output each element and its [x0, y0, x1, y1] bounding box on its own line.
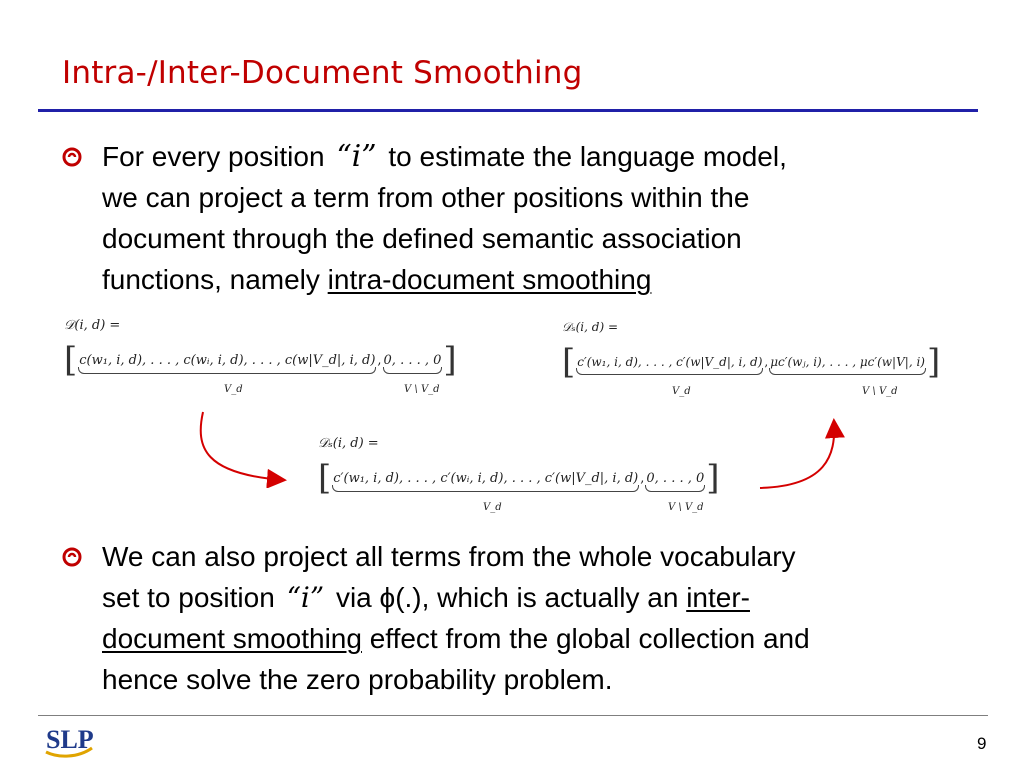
curved-arrow-icon: [195, 408, 295, 488]
slide: Intra-/Inter-Document Smoothing For every position “i” to estimate the language model, we can project a term from other positions within the document through the defined semantic association functions, namely intra-document smoothing 𝒟(i, d) = [ c(w₁, i, d), . . . , c(wᵢ, i, d), . . . , c(w|V_d|, i, d) , 0, . . . , 0 ] V_d V \ V_d 𝒟ₛ(i, d) = [ c′(w₁, i, d), . . . , c′(w|V_d|, i, d) , μc′(wⱼ, i), . . . , μc′(w|V|, i) ] V_d V \ V_d 𝒟ₛ(i, d) = [ c′(w₁, i, d), . . . , c′(wᵢ, i, d), . . . , c′(w|V_d|, i, d) , 0, . . . , 0 ] V_d V \ V_d We can also project all terms from the whole vocabulary set to position “i” via ϕ(.), which is actually an inter- document smoothing effect from the global collection and hence solve the zero probability problem. SLP 9: [0, 0, 1024, 768]
bullet-2-line-3b: effect from the global collection and: [369, 623, 810, 654]
position-symbol: “i”: [336, 139, 377, 174]
bullet-1-line-4a: functions, namely: [102, 264, 320, 295]
inter-document-smoothing-term-part-1: inter-: [686, 582, 750, 613]
bullet-1-line-1b: to estimate the language model,: [388, 141, 787, 172]
bullet-2-line-2a: set to position: [102, 582, 275, 613]
bullet-1-line-2: we can project a term from other positions within the: [102, 182, 750, 213]
curved-arrow-icon: [756, 416, 846, 496]
footer-rule: [38, 715, 988, 716]
title-rule: [38, 109, 978, 112]
formula-1-sub-2: V \ V_d: [404, 384, 440, 395]
formula-1-label: 𝒟(i, d) =: [64, 318, 121, 333]
bullet-1-line-3: document through the defined semantic association: [102, 223, 742, 254]
intra-document-smoothing-term: intra-document smoothing: [327, 264, 652, 295]
formula-1-seg-1: c(w₁, i, d), . . . , c(wᵢ, i, d), . . . , c(w|V_d|, i, d): [79, 352, 376, 368]
formula-3-seg-1: c′(w₁, i, d), . . . , c′(wᵢ, i, d), . . . , c′(w|V_d|, i, d): [333, 470, 639, 486]
bullet-2-line-1: We can also project all terms from the whole vocabulary: [102, 541, 796, 572]
slp-logo-icon: [42, 722, 94, 762]
swirl-bullet-icon: [62, 147, 82, 167]
formula-3-label: 𝒟ₛ(i, d) =: [318, 436, 379, 451]
bullet-2-line-4: hence solve the zero probability problem.: [102, 664, 613, 695]
formula-2-label: 𝒟ₛ(i, d) =: [562, 320, 618, 334]
swirl-bullet-icon: [62, 547, 82, 567]
bullet-2-text: [102, 536, 982, 700]
inter-document-smoothing-term-part-2: document smoothing: [102, 623, 362, 654]
formula-2-seg-2: μc′(wⱼ, i), . . . , μc′(w|V|, i): [770, 355, 925, 369]
bullet-1-text: [102, 136, 982, 300]
formula-3-seg-2: 0, . . . , 0: [646, 470, 705, 486]
page-number: 9: [977, 734, 987, 753]
formula-1-seg-2: 0, . . . , 0: [383, 352, 442, 368]
logo-text: SLP: [46, 725, 94, 754]
formula-2-seg-1: c′(w₁, i, d), . . . , c′(w|V_d|, i, d): [577, 355, 763, 369]
position-symbol: “i”: [286, 581, 325, 614]
slide-title: Intra-/Inter-Document Smoothing: [62, 55, 583, 91]
bullet-2-line-2b: via ϕ(.), which is actually an: [335, 582, 679, 613]
formula-2-sub-1: V_d: [672, 386, 691, 397]
formula-1-sub-1: V_d: [224, 384, 243, 395]
bullet-1-line-1a: For every position: [102, 141, 325, 172]
formula-2-sub-2: V \ V_d: [862, 386, 898, 397]
formula-3-sub-2: V \ V_d: [668, 502, 704, 513]
formula-3-sub-1: V_d: [483, 502, 502, 513]
